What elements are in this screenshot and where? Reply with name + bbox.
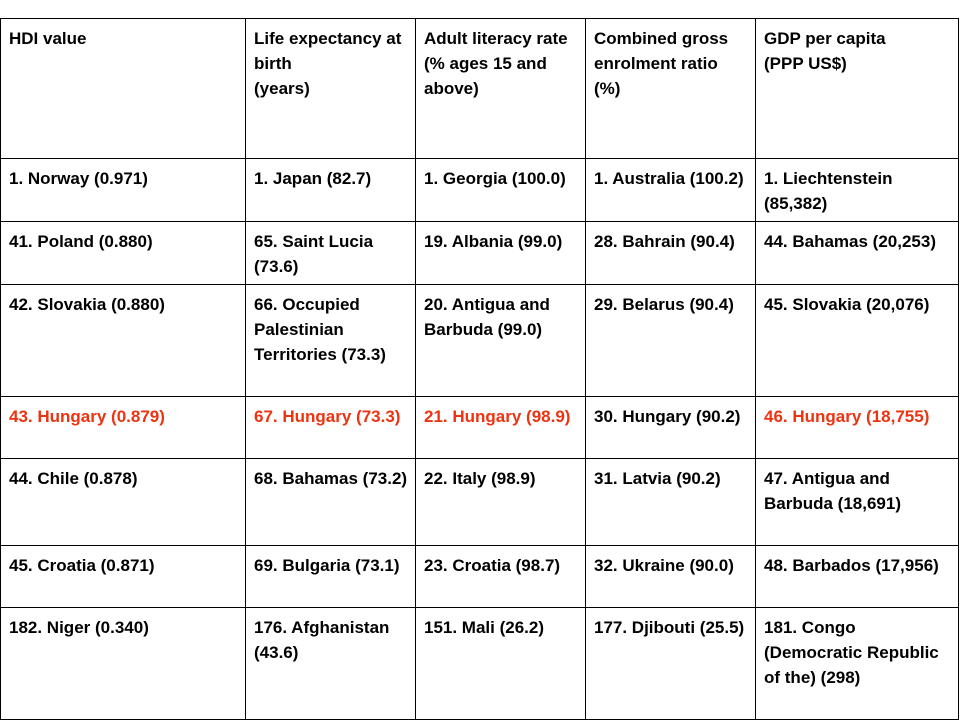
table-cell: 1. Japan (82.7) [246,159,416,222]
table-cell: 1. Australia (100.2) [586,159,756,222]
table-cell: 151. Mali (26.2) [416,608,586,720]
table-cell: 66. Occupied Palestinian Territories (73.3) [246,285,416,397]
table-cell: 43. Hungary (0.879) [1,397,246,459]
table-row [1,222,959,285]
table-cell: 1. Norway (0.971) [1,159,246,222]
table-row-hungary [1,397,959,459]
table-cell: 23. Croatia (98.7) [416,546,586,608]
header-enrolment-ratio: Combined gross enrolment ratio (%) [586,19,756,159]
table-cell: 45. Slovakia (20,076) [756,285,959,397]
table-cell: 20. Antigua and Barbuda (99.0) [416,285,586,397]
table-row [1,546,959,608]
table-cell: 67. Hungary (73.3) [246,397,416,459]
table-cell: 28. Bahrain (90.4) [586,222,756,285]
table-cell: 41. Poland (0.880) [1,222,246,285]
table-cell: 32. Ukraine (90.0) [586,546,756,608]
table-cell: 65. Saint Lucia (73.6) [246,222,416,285]
table-cell: 48. Barbados (17,956) [756,546,959,608]
table-header-row [1,19,959,159]
table-cell: 31. Latvia (90.2) [586,459,756,546]
table-cell: 44. Bahamas (20,253) [756,222,959,285]
table-cell: 176. Afghanistan (43.6) [246,608,416,720]
table-cell: 19. Albania (99.0) [416,222,586,285]
table-cell: 29. Belarus (90.4) [586,285,756,397]
header-hdi-value: HDI value [1,19,246,159]
table-cell: 21. Hungary (98.9) [416,397,586,459]
header-gdp-per-capita: GDP per capita (PPP US$) [756,19,959,159]
table-cell: 1. Georgia (100.0) [416,159,586,222]
table-row [1,159,959,222]
header-adult-literacy: Adult literacy rate (% ages 15 and above) [416,19,586,159]
table-cell: 44. Chile (0.878) [1,459,246,546]
table-row [1,459,959,546]
table-row [1,608,959,720]
table-cell: 68. Bahamas (73.2) [246,459,416,546]
table-cell: 177. Djibouti (25.5) [586,608,756,720]
table-cell: 42. Slovakia (0.880) [1,285,246,397]
table-cell: 1. Liechtenstein (85,382) [756,159,959,222]
hdi-rankings-table [0,18,959,720]
table-cell: 46. Hungary (18,755) [756,397,959,459]
table-cell: 181. Congo (Democratic Republic of the) (298) [756,608,959,720]
table-cell: 22. Italy (98.9) [416,459,586,546]
table-cell: 47. Antigua and Barbuda (18,691) [756,459,959,546]
header-life-expectancy: Life expectancy at birth (years) [246,19,416,159]
table-cell: 69. Bulgaria (73.1) [246,546,416,608]
table-row [1,285,959,397]
table-cell: 45. Croatia (0.871) [1,546,246,608]
table-cell: 182. Niger (0.340) [1,608,246,720]
table-cell: 30. Hungary (90.2) [586,397,756,459]
